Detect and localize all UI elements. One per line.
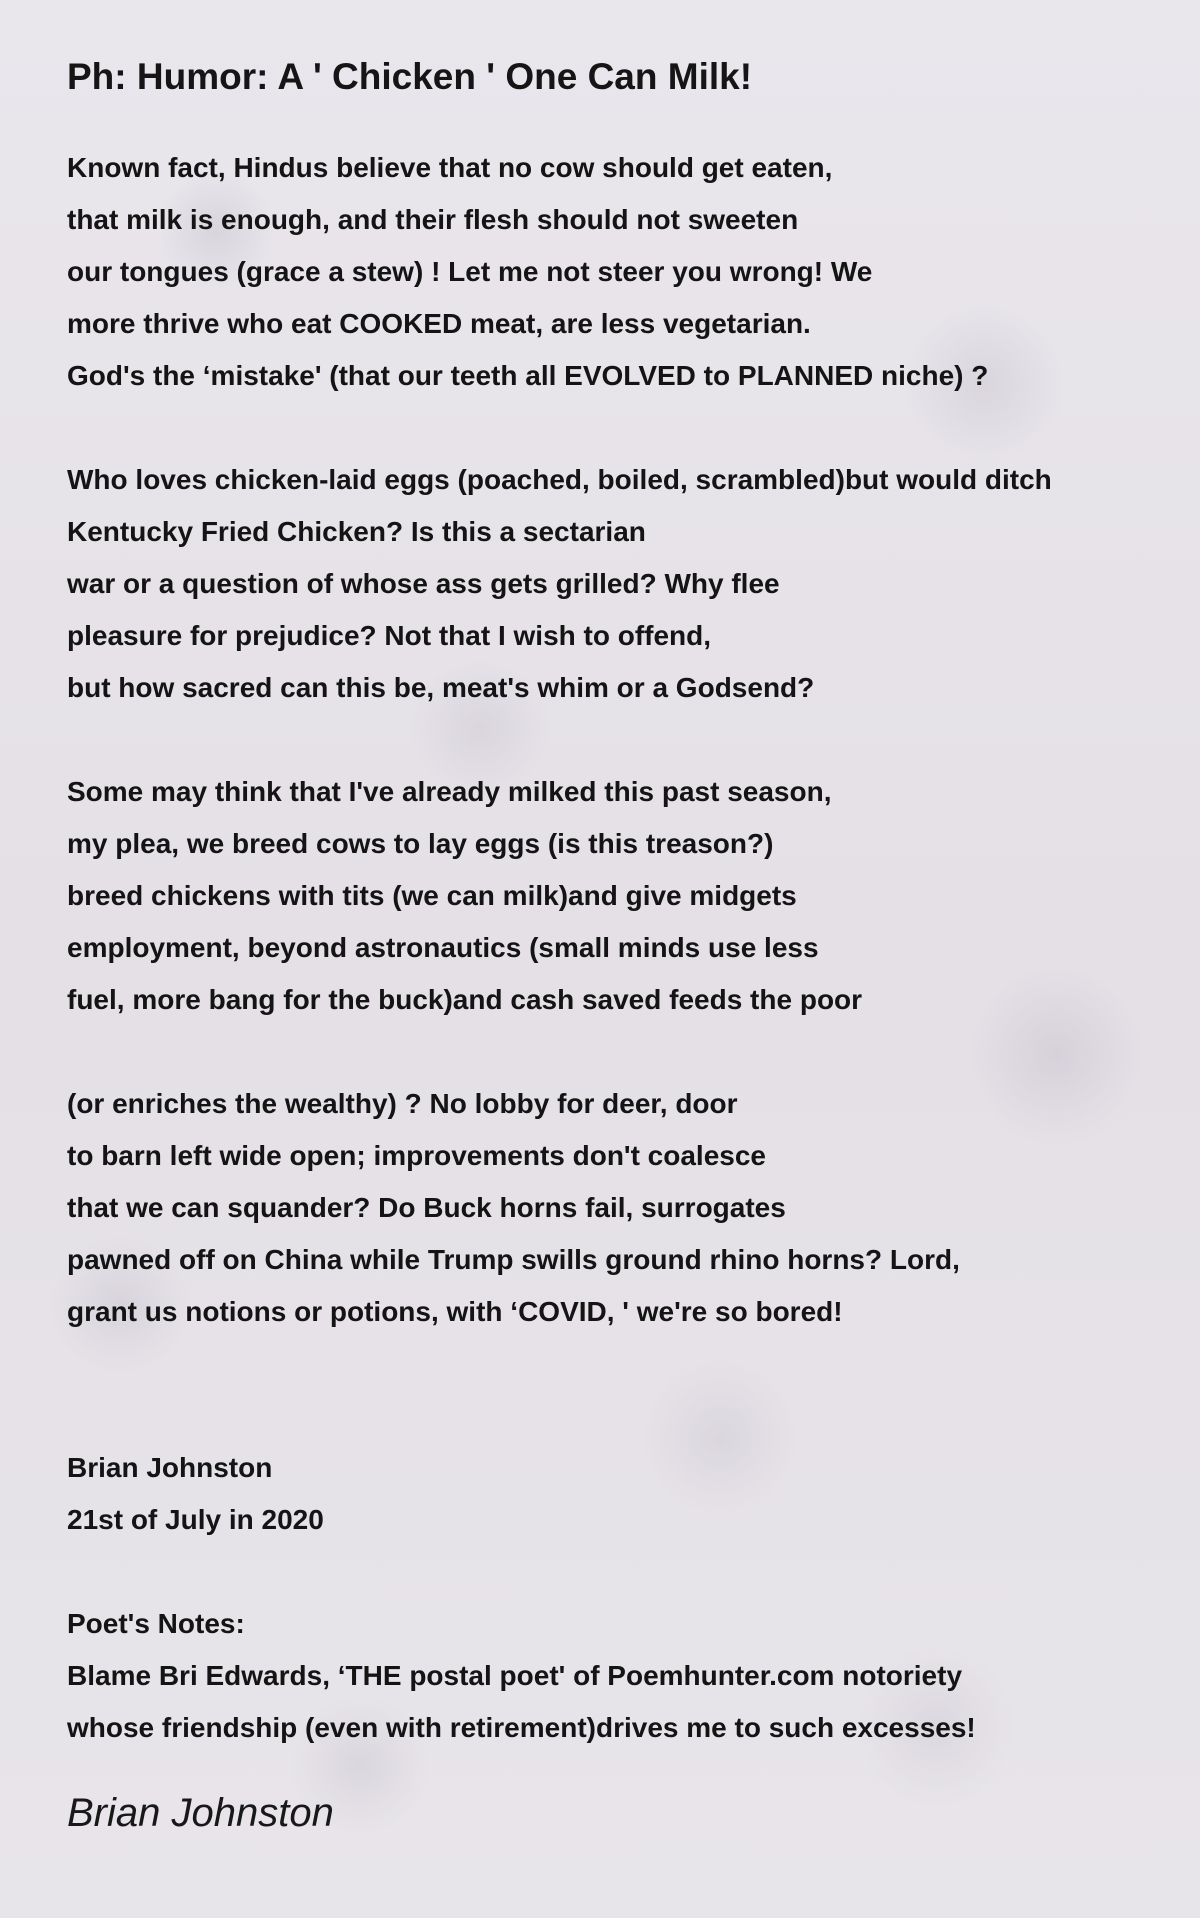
author-signature: Brian Johnston [67,1791,334,1835]
poem-line: grant us notions or potions, with ‘COVID, ' we're so bored! [67,1296,843,1327]
poem-line: (or enriches the wealthy) ? No lobby for deer, door [67,1088,738,1119]
poem-line: Kentucky Fried Chicken? Is this a sectarian [67,516,646,547]
poem-line: but how sacred can this be, meat's whim or a Godsend? [67,672,815,703]
poem-line: that milk is enough, and their flesh should not sweeten [67,204,799,235]
stanza-3 [67,766,1177,1026]
poem-line: more thrive who eat COOKED meat, are less vegetarian. [67,308,811,339]
poem-line: our tongues (grace a stew) ! Let me not steer you wrong! We [67,256,873,287]
poem-line: pawned off on China while Trump swills ground rhino horns? Lord, [67,1244,960,1275]
poem-line: God's the ‘mistake' (that our teeth all EVOLVED to PLANNED niche) ? [67,360,989,391]
notes-line: whose friendship (even with retirement)drives me to such excesses! [67,1712,976,1743]
poem-line: war or a question of whose ass gets grilled? Why flee [67,568,780,599]
poet-notes [67,1598,1177,1754]
poem-line: Who loves chicken-laid eggs (poached, boiled, scrambled)but would ditch [67,464,1052,495]
poem-line: to barn left wide open; improvements don't coalesce [67,1140,767,1171]
stanza-2 [67,454,1177,714]
author-date-block [67,1442,1177,1546]
poem-line: Known fact, Hindus believe that no cow should get eaten, [67,152,833,183]
poem-line: my plea, we breed cows to lay eggs (is this treason?) [67,828,774,859]
poem-page [67,50,1177,1838]
poem-line: fuel, more bang for the buck)and cash saved feeds the poor [67,984,863,1015]
poem-line: pleasure for prejudice? Not that I wish to offend, [67,620,712,651]
poem-line: Some may think that I've already milked this past season, [67,776,832,807]
poem-title: Ph: Humor: A ' Chicken ' One Can Milk! [67,56,753,97]
notes-line: Blame Bri Edwards, ‘THE postal poet' of Poemhunter.com notoriety [67,1660,963,1691]
poem-line: breed chickens with tits (we can milk)and give midgets [67,880,797,911]
notes-heading: Poet's Notes: [67,1608,245,1639]
poem-line: that we can squander? Do Buck horns fail, surrogates [67,1192,786,1223]
poem-date: 21st of July in 2020 [67,1504,324,1535]
stanza-1 [67,142,1177,402]
author-name: Brian Johnston [67,1452,273,1483]
poem-line: employment, beyond astronautics (small minds use less [67,932,819,963]
stanza-4 [67,1078,1177,1338]
